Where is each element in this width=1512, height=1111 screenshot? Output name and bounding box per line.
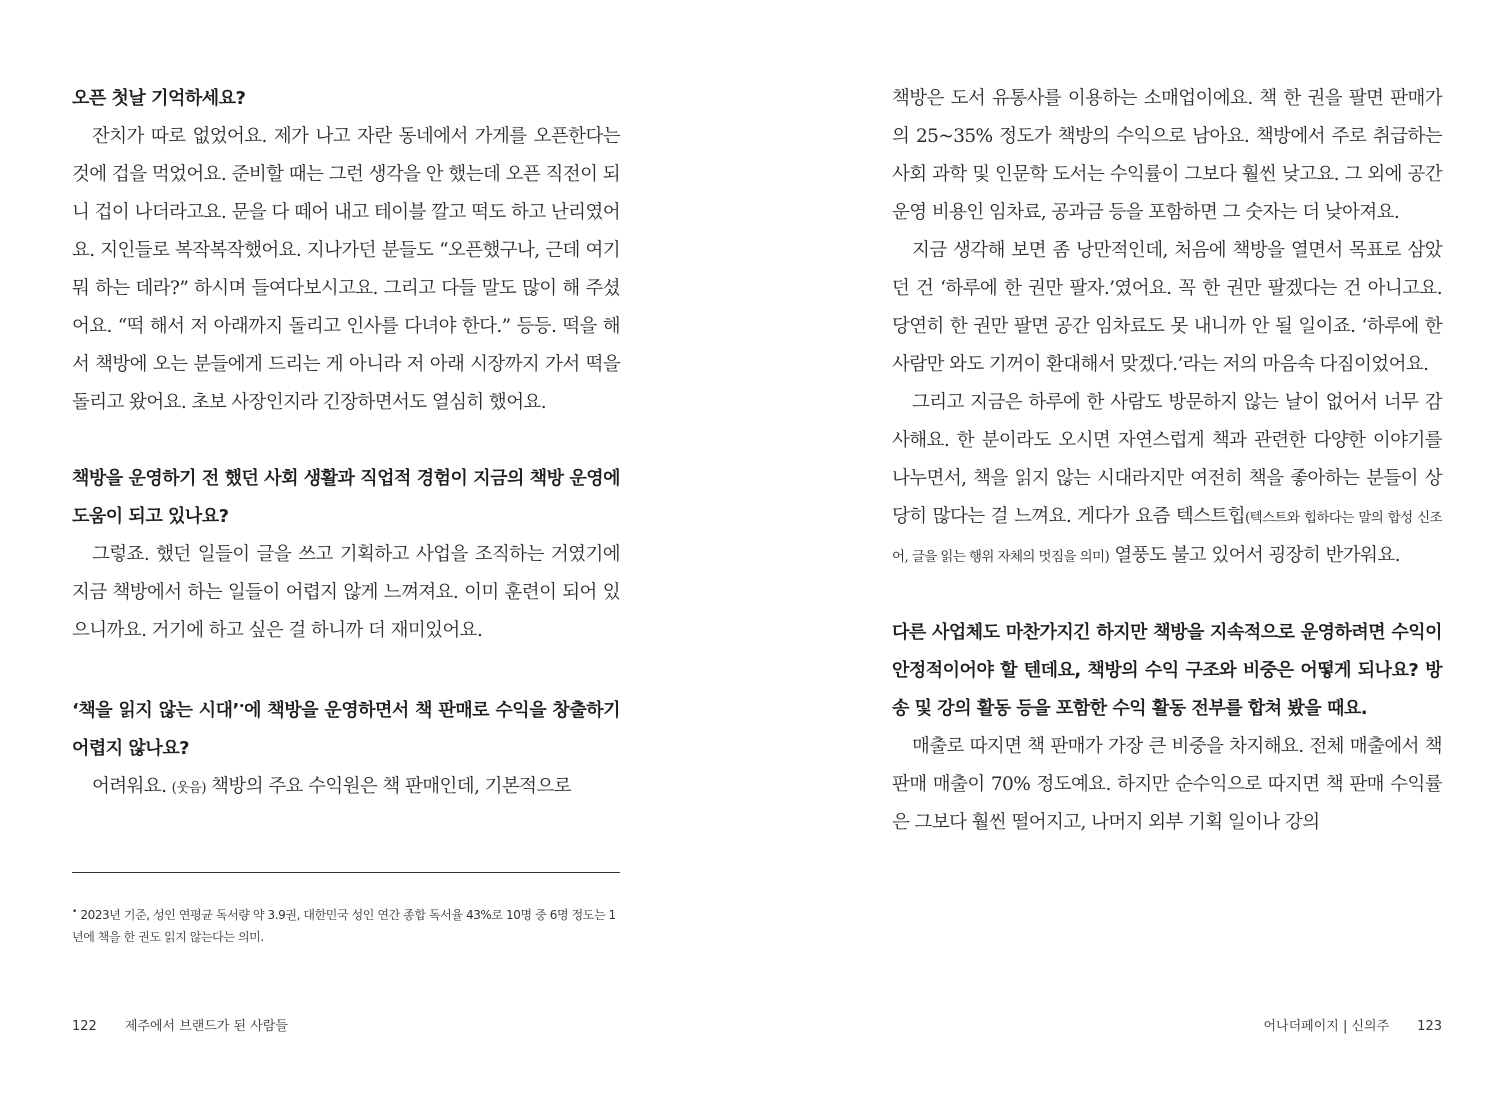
running-title-left: 제주에서 브랜드가 된 사람들	[124, 1019, 288, 1034]
paragraph-gap	[72, 422, 620, 460]
left-page-body	[72, 80, 620, 807]
footnote-marker: •	[238, 702, 245, 712]
question-quote: ‘책을 읽지 않는 시대’	[72, 700, 239, 721]
answer-opening-day: 잔치가 따로 없었어요. 제가 나고 자란 동네에서 가게를 오픈한다는 것에 겁을 먹었어요. 준비할 때는 그런 생각을 안 했는데 오픈 직전이 되니 겁이 나더라고요. 문을 다 떼어 내고 테이블 깔고 떡도 하고 난리였어요. 지인들로 복작복작했어요. 지나가던 분들도 “오픈했구나, 근데 여기 뭐 하는 데라?” 하시며 들여다보시고요. 그리고 다들 말도 많이 해 주셨어요. “떡 해서 저 아래까지 돌리고 인사를 다녀야 한다.” 등등. 떡을 해서 책방에 오는 분들에게 드리는 게 아니라 저 아래 시장까지 가서 떡을 돌리고 왔어요. 초보 사장인지라 긴장하면서도 열심히 했어요.	[72, 126, 620, 413]
page-number-left: 122	[72, 1019, 97, 1034]
right-page-body	[892, 80, 1442, 842]
question-career-experience: 책방을 운영하기 전 했던 사회 생활과 직업적 경험이 지금의 책방 운영에 도움이 되고 있나요?	[72, 468, 620, 527]
footnote-rule	[72, 872, 620, 873]
left-folio	[72, 1015, 288, 1034]
page-number-right: 123	[1417, 1019, 1442, 1034]
footnote-bullet: •	[72, 907, 77, 917]
question-opening-day: 오픈 첫날 기억하세요?	[72, 88, 246, 109]
texthip-aside: (텍스트와 힙하다는 말의 합성 신조어, 글을 읽는 행위 자체의 멋짐을 의미)	[892, 510, 1442, 565]
paragraph-gap	[72, 650, 620, 688]
right-page	[892, 0, 1442, 1111]
right-folio	[1264, 1015, 1443, 1034]
answer-rest: 책방의 주요 수익원은 책 판매인데, 기본적으로	[205, 776, 571, 797]
footnote	[72, 901, 620, 948]
answer-start: 어려워요.	[92, 776, 172, 797]
footnote-text: 2023년 기준, 성인 연평균 독서량 약 3.9권, 대한민국 성인 연간 종합 독서율 43%로 10명 중 6명 정도는 1년에 책을 한 권도 읽지 않는다는 의미.	[72, 908, 616, 944]
running-title-right: 어나더페이지 | 신의주	[1263, 1019, 1390, 1034]
gratitude-end: 열풍도 불고 있어서 굉장히 반가워요.	[1109, 545, 1400, 566]
paragraph-gap	[892, 576, 1442, 614]
answer-revenue-structure: 매출로 따지면 책 판매가 가장 큰 비중을 차지해요. 전체 매출에서 책 판매 매출이 70% 정도예요. 하지만 순수익으로 따지면 책 판매 수익률은 그보다 훨씬 떨어지고, 나머지 외부 기획 일이나 강의	[892, 736, 1442, 833]
left-page	[72, 0, 620, 1111]
question-revenue-structure: 다른 사업체도 마찬가지긴 하지만 책방을 지속적으로 운영하려면 수익이 안정적이어야 할 텐데요, 책방의 수익 구조와 비중은 어떻게 되나요? 방송 및 강의 활동 등을 포함한 수익 활동 전부를 합쳐 봤을 때요.	[892, 622, 1442, 719]
paragraph-retail-margin: 책방은 도서 유통사를 이용하는 소매업이에요. 책 한 권을 팔면 판매가의 25~35% 정도가 책방의 수익으로 남아요. 책방에서 주로 취급하는 사회 과학 및 인문학 도서는 수익률이 그보다 훨씬 낮고요. 그 외에 공간 운영 비용인 임차료, 공과금 등을 포함하면 그 숫자는 더 낮아져요.	[892, 88, 1442, 223]
laugh-aside: (웃음)	[171, 780, 206, 796]
gratitude-start: 그리고 지금은 하루에 한 사람도 방문하지 않는 날이 없어서 너무 감사해요. 한 분이라도 오시면 자연스럽게 책과 관련한 다양한 이야기를 나누면서, 책을 읽지 않는 시대라지만 여전히 책을 좋아하는 분들이 상당히 많다는 걸 느껴요. 게다가 요즘 텍스트힙	[892, 392, 1442, 527]
question-rest: 에 책방을 운영하면서 책 판매로 수익을 창출하기 어렵지 않나요?	[72, 700, 620, 759]
paragraph-gratitude	[892, 384, 1442, 576]
question-revenue-difficulty	[72, 688, 620, 768]
answer-revenue-difficulty	[72, 768, 620, 807]
answer-career-experience: 그렇죠. 했던 일들이 글을 쓰고 기획하고 사업을 조직하는 거였기에 지금 책방에서 하는 일들이 어렵지 않게 느껴져요. 이미 훈련이 되어 있으니까요. 거기에 하고 싶은 걸 하니까 더 재미있어요.	[72, 544, 620, 641]
paragraph-one-book-goal: 지금 생각해 보면 좀 낭만적인데, 처음에 책방을 열면서 목표로 삼았던 건 ‘하루에 한 권만 팔자.’였어요. 꼭 한 권만 팔겠다는 건 아니고요. 당연히 한 권만 팔면 공간 임차료도 못 내니까 안 될 일이죠. ‘하루에 한 사람만 와도 기꺼이 환대해서 맞겠다.’라는 저의 마음속 다짐이었어요.	[892, 240, 1442, 375]
